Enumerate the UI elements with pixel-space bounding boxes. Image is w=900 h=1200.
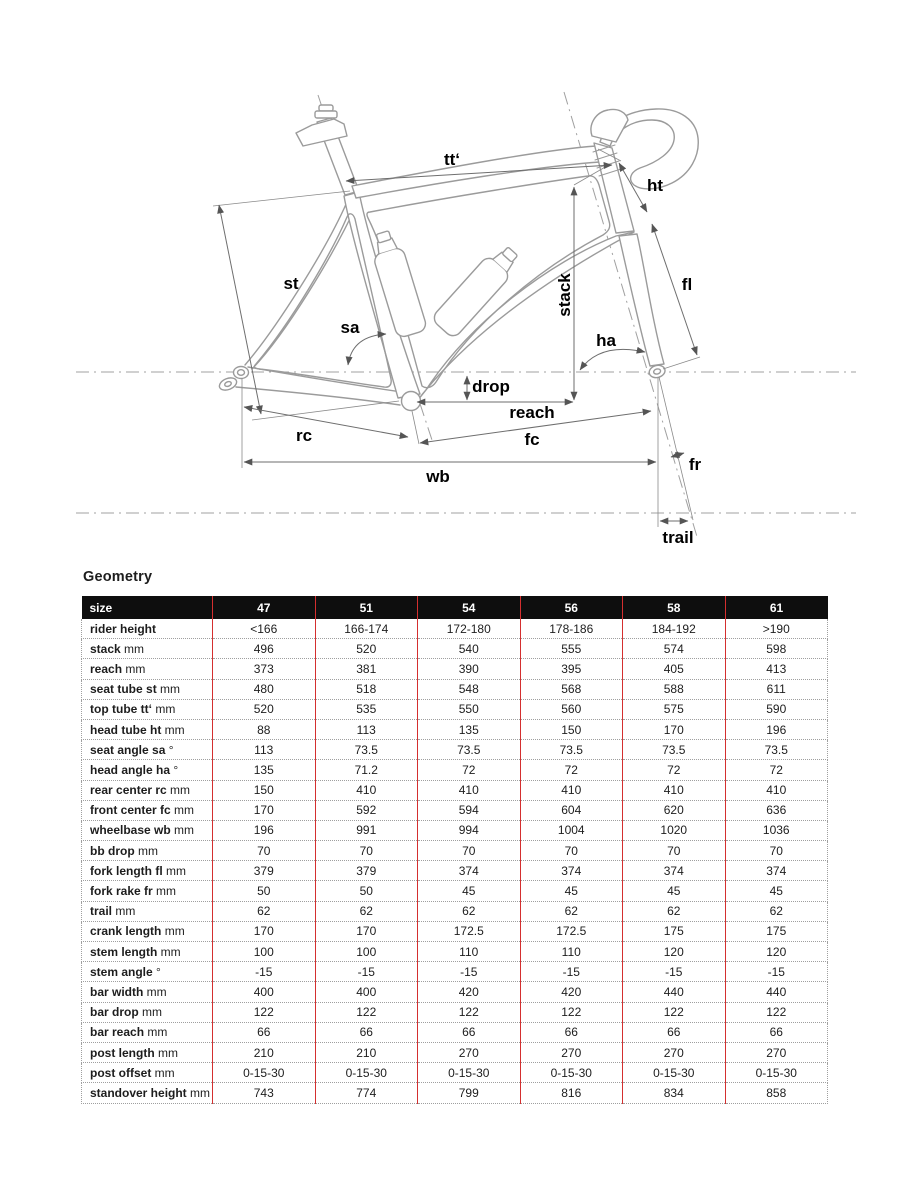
cell-value: 395 — [520, 659, 623, 679]
size-header: 56 — [520, 596, 623, 619]
cell-value: 1036 — [725, 820, 828, 840]
row-label: bb drop mm — [82, 841, 213, 861]
label-ha: ha — [596, 331, 616, 350]
row-label: rear center rc mm — [82, 780, 213, 800]
table-row — [82, 901, 828, 921]
table-row — [82, 1042, 828, 1062]
cell-value: 135 — [213, 760, 316, 780]
row-label: post length mm — [82, 1042, 213, 1062]
cell-value: 620 — [623, 800, 726, 820]
cell-value: 122 — [213, 1002, 316, 1022]
table-row — [82, 679, 828, 699]
cell-value: 420 — [418, 982, 521, 1002]
table-row — [82, 1022, 828, 1042]
table-header — [82, 596, 828, 619]
row-label: top tube tt‘ mm — [82, 699, 213, 719]
size-header: 61 — [725, 596, 828, 619]
cell-value: -15 — [418, 962, 521, 982]
cell-value: 381 — [315, 659, 418, 679]
table-row — [82, 780, 828, 800]
cell-value: 774 — [315, 1083, 418, 1103]
cell-value: 45 — [623, 881, 726, 901]
cell-value: 172.5 — [520, 921, 623, 941]
cell-value: 62 — [213, 901, 316, 921]
cell-value: 0-15-30 — [520, 1063, 623, 1083]
cell-value: 150 — [520, 719, 623, 739]
top-tube — [352, 146, 600, 198]
cell-value: 66 — [520, 1022, 623, 1042]
table-row — [82, 800, 828, 820]
cell-value: 636 — [725, 800, 828, 820]
seat-clamp-bolt — [319, 105, 333, 111]
cell-value: -15 — [315, 962, 418, 982]
cell-value: 122 — [725, 1002, 828, 1022]
row-label: bar reach mm — [82, 1022, 213, 1042]
row-label: head angle ha ° — [82, 760, 213, 780]
cell-value: 588 — [623, 679, 726, 699]
row-label: stem angle ° — [82, 962, 213, 982]
geometry-section — [81, 569, 827, 1104]
cell-value: 73.5 — [520, 740, 623, 760]
cell-value: 62 — [315, 901, 418, 921]
size-column-header: size — [82, 596, 213, 619]
cell-value: 172.5 — [418, 921, 521, 941]
cell-value: 62 — [418, 901, 521, 921]
cell-value: 799 — [418, 1083, 521, 1103]
cell-value: 72 — [725, 760, 828, 780]
cell-value: 594 — [418, 800, 521, 820]
cell-value: 270 — [520, 1042, 623, 1062]
cell-value: 120 — [725, 942, 828, 962]
cell-value: 611 — [725, 679, 828, 699]
cell-value: 122 — [520, 1002, 623, 1022]
cell-value: 172-180 — [418, 619, 521, 639]
cell-value: 100 — [213, 942, 316, 962]
cell-value: 122 — [623, 1002, 726, 1022]
bottom-bracket — [402, 392, 421, 411]
row-label: front center fc mm — [82, 800, 213, 820]
cell-value: 70 — [725, 841, 828, 861]
cell-value: 374 — [520, 861, 623, 881]
cell-value: 555 — [520, 639, 623, 659]
size-header: 47 — [213, 596, 316, 619]
size-header: 54 — [418, 596, 521, 619]
row-label: fork length fl mm — [82, 861, 213, 881]
table-row — [82, 699, 828, 719]
cell-value: 110 — [520, 942, 623, 962]
cell-value: 70 — [213, 841, 316, 861]
table-row — [82, 1063, 828, 1083]
cell-value: 1020 — [623, 820, 726, 840]
cell-value: 374 — [418, 861, 521, 881]
cell-value: 72 — [623, 760, 726, 780]
cell-value: 196 — [213, 820, 316, 840]
cell-value: 560 — [520, 699, 623, 719]
row-label: stack mm — [82, 639, 213, 659]
cell-value: 170 — [213, 800, 316, 820]
row-label: trail mm — [82, 901, 213, 921]
cell-value: 540 — [418, 639, 521, 659]
cell-value: 184-192 — [623, 619, 726, 639]
size-header: 51 — [315, 596, 418, 619]
cell-value: 66 — [623, 1022, 726, 1042]
cell-value: -15 — [623, 962, 726, 982]
cell-value: >190 — [725, 619, 828, 639]
cell-value: 62 — [725, 901, 828, 921]
cell-value: 170 — [623, 719, 726, 739]
table-row — [82, 820, 828, 840]
cell-value: 0-15-30 — [213, 1063, 316, 1083]
cell-value: 210 — [213, 1042, 316, 1062]
cell-value: 410 — [418, 780, 521, 800]
dim-seat-angle-arc — [348, 334, 386, 365]
cell-value: 598 — [725, 639, 828, 659]
cell-value: 592 — [315, 800, 418, 820]
cell-value: 66 — [418, 1022, 521, 1042]
cell-value: 73.5 — [623, 740, 726, 760]
cell-value: 575 — [623, 699, 726, 719]
label-fr: fr — [688, 455, 702, 474]
row-label: crank length mm — [82, 921, 213, 941]
brake-hood — [591, 109, 628, 142]
cell-value: 178-186 — [520, 619, 623, 639]
water-bottle-down-tube — [431, 241, 524, 340]
cell-value: 834 — [623, 1083, 726, 1103]
cell-value: 113 — [213, 740, 316, 760]
size-header-row — [82, 596, 828, 619]
cell-value: 175 — [623, 921, 726, 941]
cell-value: 70 — [315, 841, 418, 861]
cell-value: 70 — [418, 841, 521, 861]
cell-value: 73.5 — [418, 740, 521, 760]
cell-value: 374 — [623, 861, 726, 881]
cell-value: 410 — [520, 780, 623, 800]
cell-value: 0-15-30 — [725, 1063, 828, 1083]
cell-value: 496 — [213, 639, 316, 659]
geometry-table-title: Geometry — [83, 569, 153, 585]
cell-value: -15 — [520, 962, 623, 982]
dim-head-angle-arc — [580, 349, 645, 370]
cell-value: 175 — [725, 921, 828, 941]
table-row — [82, 1002, 828, 1022]
row-label: seat tube st mm — [82, 679, 213, 699]
label-fl: fl — [681, 275, 693, 294]
table-row — [82, 740, 828, 760]
cell-value: 71.2 — [315, 760, 418, 780]
label-stack: stack — [555, 273, 574, 317]
cell-value: 410 — [623, 780, 726, 800]
cell-value: 0-15-30 — [623, 1063, 726, 1083]
cell-value: 400 — [213, 982, 316, 1002]
cell-value: 66 — [725, 1022, 828, 1042]
row-label: wheelbase wb mm — [82, 820, 213, 840]
label-wb: wb — [426, 467, 450, 486]
cell-value: 270 — [725, 1042, 828, 1062]
cell-value: 518 — [315, 679, 418, 699]
cell-value: 994 — [418, 820, 521, 840]
cell-value: <166 — [213, 619, 316, 639]
cell-value: 135 — [418, 719, 521, 739]
cell-value: 991 — [315, 820, 418, 840]
cell-value: 62 — [520, 901, 623, 921]
cell-value: 270 — [418, 1042, 521, 1062]
cell-value: 45 — [418, 881, 521, 901]
cell-value: 1004 — [520, 820, 623, 840]
row-label: post offset mm — [82, 1063, 213, 1083]
table-row — [82, 841, 828, 861]
cell-value: 379 — [315, 861, 418, 881]
cell-value: 390 — [418, 659, 521, 679]
label-st: st — [283, 274, 299, 293]
table-row — [82, 942, 828, 962]
row-label: stem length mm — [82, 942, 213, 962]
cell-value: 405 — [623, 659, 726, 679]
dim-rear-center — [244, 407, 408, 437]
table-row — [82, 1083, 828, 1103]
geometry-table — [81, 596, 828, 1104]
row-label: head tube ht mm — [82, 719, 213, 739]
cell-value: 45 — [520, 881, 623, 901]
cell-value: 420 — [520, 982, 623, 1002]
cell-value: 413 — [725, 659, 828, 679]
cell-value: 113 — [315, 719, 418, 739]
cell-value: -15 — [213, 962, 316, 982]
label-tt-icon: tt‘ — [443, 150, 461, 169]
cell-value: 0-15-30 — [315, 1063, 418, 1083]
cell-value: 120 — [623, 942, 726, 962]
geometry-diagram — [0, 0, 900, 562]
cell-value: 590 — [725, 699, 828, 719]
cell-value: 150 — [213, 780, 316, 800]
label-fc: fc — [524, 430, 540, 449]
table-row — [82, 962, 828, 982]
cell-value: 440 — [623, 982, 726, 1002]
row-label: rider height — [82, 619, 213, 639]
cell-value: 379 — [213, 861, 316, 881]
table-row — [82, 639, 828, 659]
cell-value: 73.5 — [725, 740, 828, 760]
cell-value: 50 — [213, 881, 316, 901]
cell-value: 568 — [520, 679, 623, 699]
cell-value: 73.5 — [315, 740, 418, 760]
row-label: bar drop mm — [82, 1002, 213, 1022]
label-drop: drop — [472, 377, 510, 396]
cell-value: 72 — [520, 760, 623, 780]
table-row — [82, 861, 828, 881]
table-row — [82, 982, 828, 1002]
cell-value: 816 — [520, 1083, 623, 1103]
cell-value: 400 — [315, 982, 418, 1002]
cell-value: 535 — [315, 699, 418, 719]
cell-value: 604 — [520, 800, 623, 820]
row-label: reach mm — [82, 659, 213, 679]
cell-value: 110 — [418, 942, 521, 962]
table-row — [82, 619, 828, 639]
cell-value: 210 — [315, 1042, 418, 1062]
cell-value: 440 — [725, 982, 828, 1002]
label-reach: reach — [509, 403, 555, 422]
cell-value: 858 — [725, 1083, 828, 1103]
label-rc: rc — [295, 426, 313, 445]
cell-value: 45 — [725, 881, 828, 901]
cell-value: 374 — [725, 861, 828, 881]
cell-value: 70 — [623, 841, 726, 861]
table-body — [82, 619, 828, 1103]
cell-value: 62 — [623, 901, 726, 921]
cell-value: 270 — [623, 1042, 726, 1062]
cell-value: 373 — [213, 659, 316, 679]
cell-value: 122 — [315, 1002, 418, 1022]
cell-value: 170 — [315, 921, 418, 941]
table-row — [82, 881, 828, 901]
row-label: fork rake fr mm — [82, 881, 213, 901]
label-trail: trail — [662, 528, 694, 547]
cell-value: 50 — [315, 881, 418, 901]
label-ht: ht — [646, 176, 664, 195]
table-row — [82, 719, 828, 739]
cell-value: 100 — [315, 942, 418, 962]
row-label: seat angle sa ° — [82, 740, 213, 760]
table-row — [82, 659, 828, 679]
cell-value: 743 — [213, 1083, 316, 1103]
cell-value: 170 — [213, 921, 316, 941]
row-label: standover height mm — [82, 1083, 213, 1103]
size-header: 58 — [623, 596, 726, 619]
cell-value: 122 — [418, 1002, 521, 1022]
cell-value: -15 — [725, 962, 828, 982]
table-row — [82, 921, 828, 941]
cell-value: 72 — [418, 760, 521, 780]
cell-value: 520 — [315, 639, 418, 659]
cell-value: 548 — [418, 679, 521, 699]
row-label: bar width mm — [82, 982, 213, 1002]
cell-value: 0-15-30 — [418, 1063, 521, 1083]
table-row — [82, 760, 828, 780]
cell-value: 88 — [213, 719, 316, 739]
cell-value: 166-174 — [315, 619, 418, 639]
cell-value: 410 — [315, 780, 418, 800]
cell-value: 410 — [725, 780, 828, 800]
cell-value: 480 — [213, 679, 316, 699]
label-sa: sa — [340, 318, 360, 337]
cell-value: 196 — [725, 719, 828, 739]
cell-value: 550 — [418, 699, 521, 719]
cell-value: 66 — [315, 1022, 418, 1042]
cell-value: 66 — [213, 1022, 316, 1042]
fork-blade — [619, 234, 664, 366]
cell-value: 70 — [520, 841, 623, 861]
cell-value: 520 — [213, 699, 316, 719]
cell-value: 574 — [623, 639, 726, 659]
